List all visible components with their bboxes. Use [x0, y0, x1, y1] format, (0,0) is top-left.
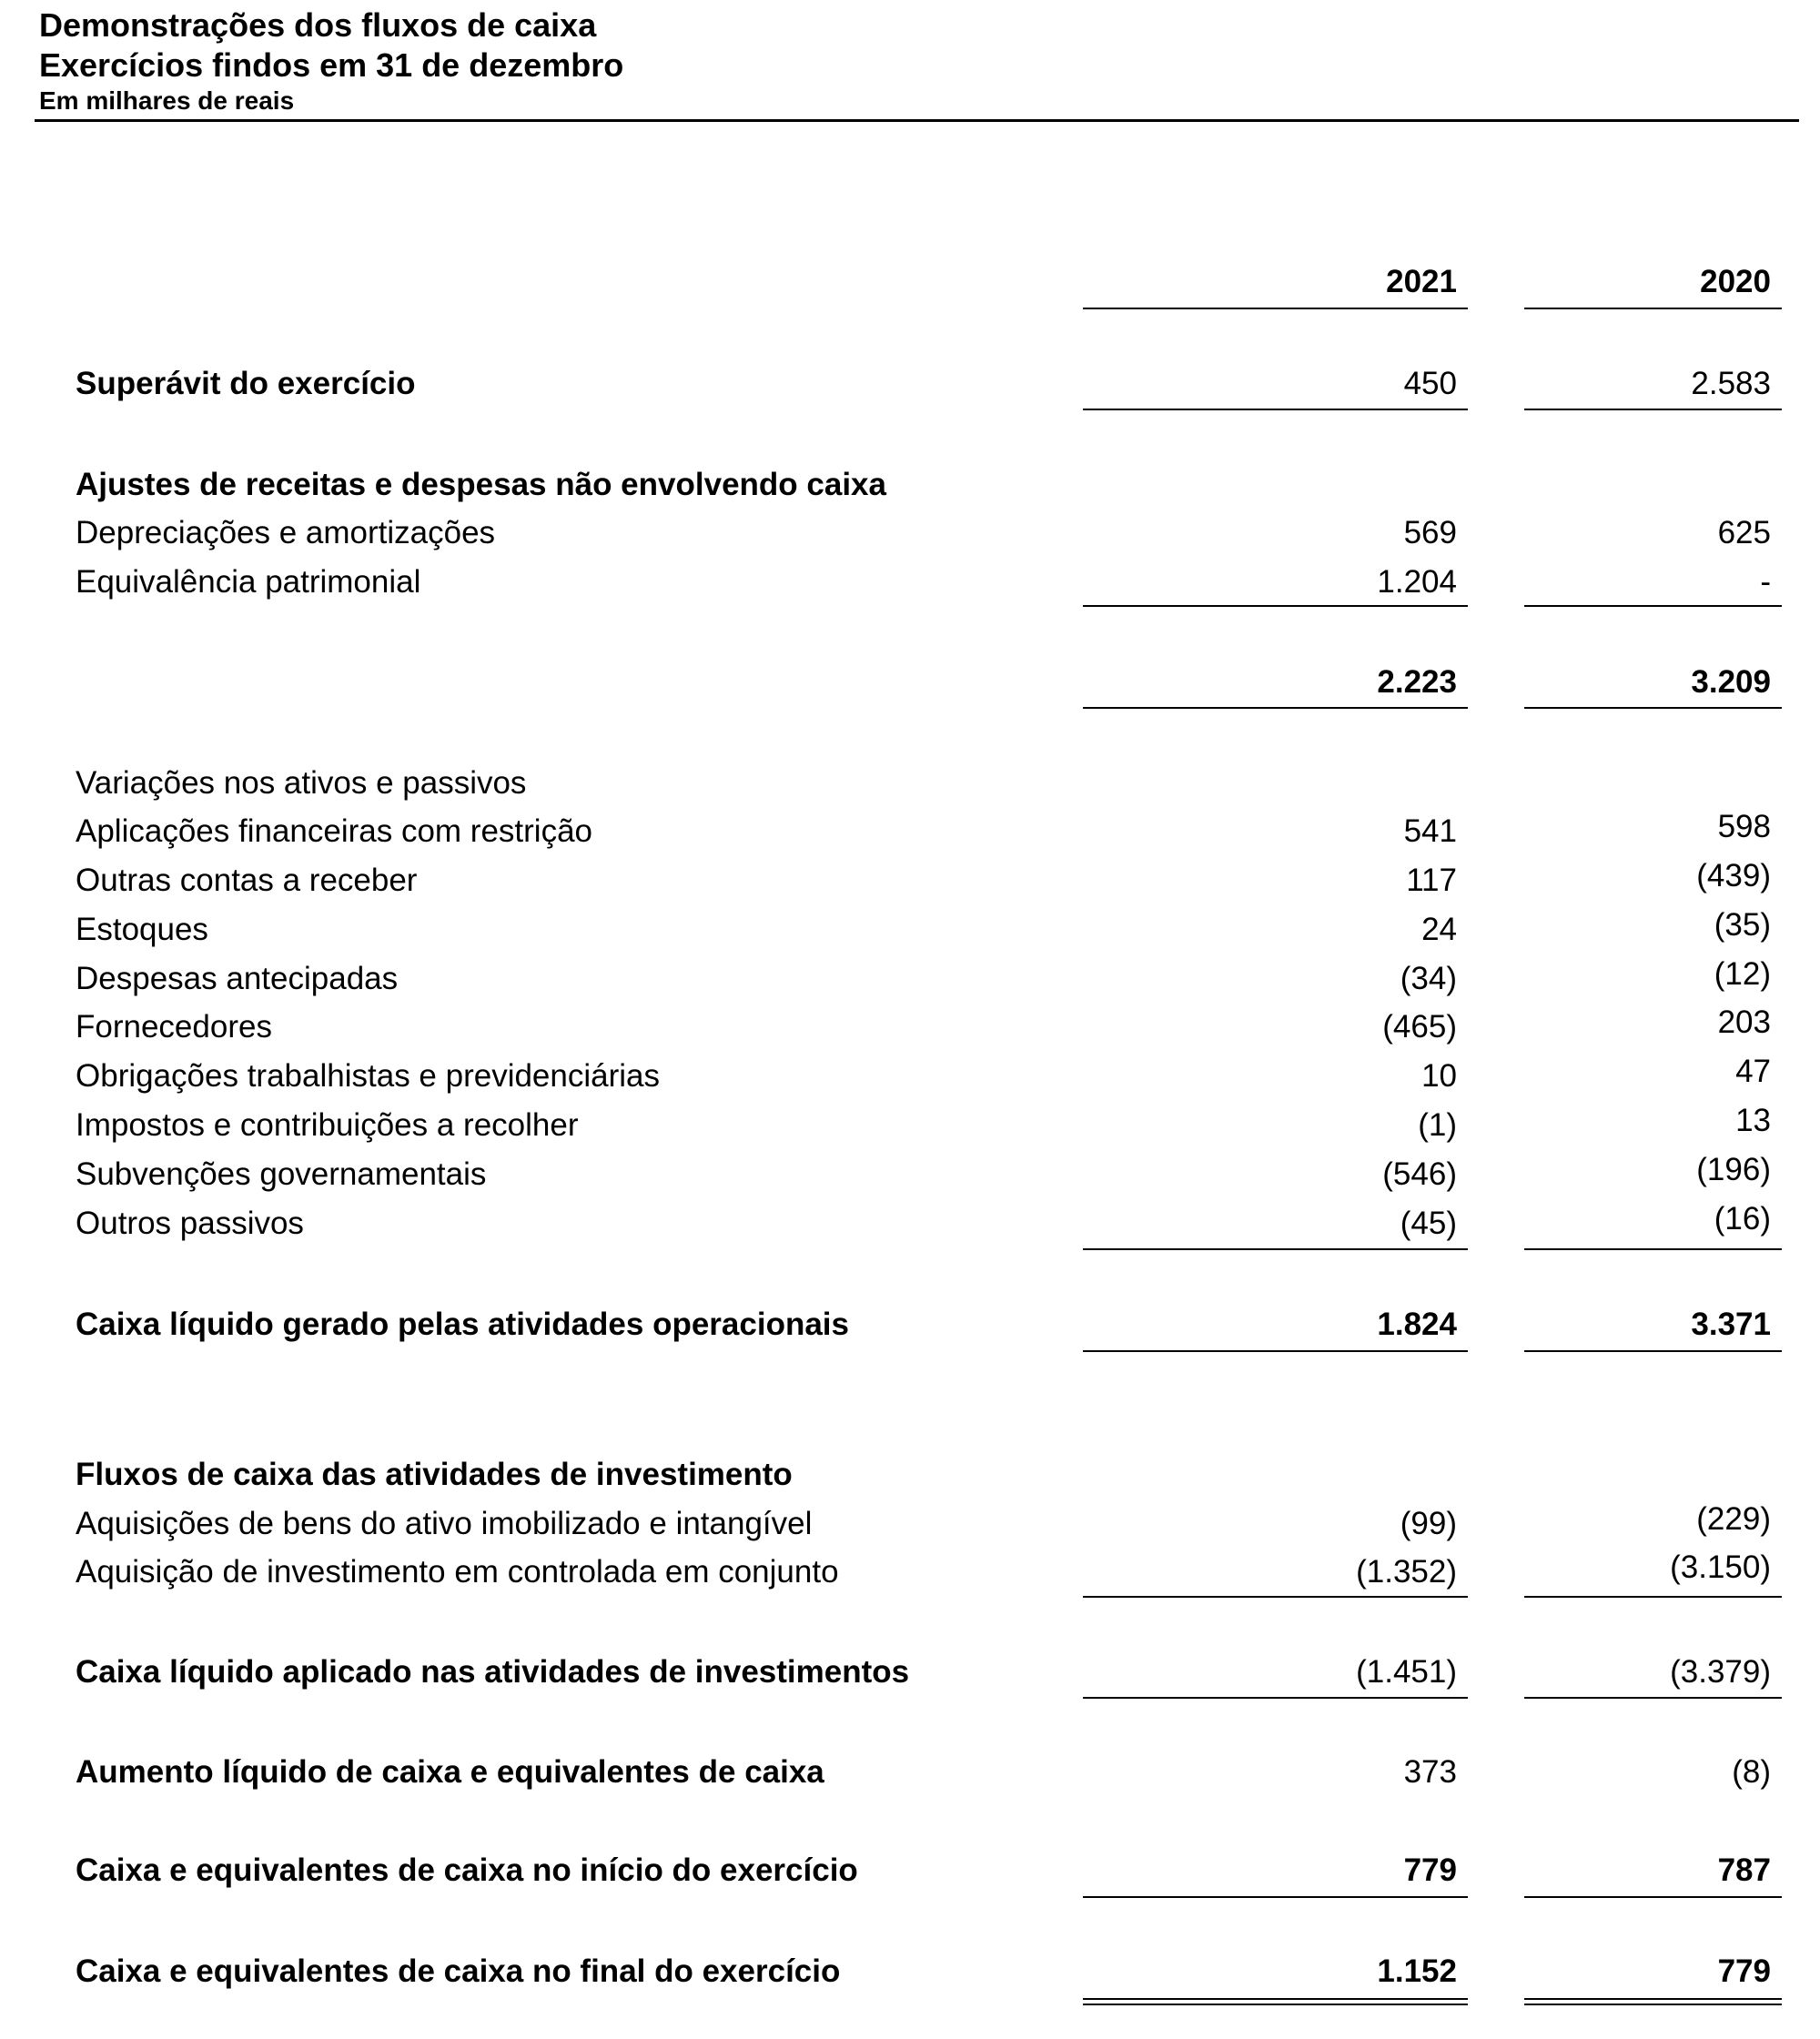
value-aquisicao-investimento-2021: (1.352): [1356, 1554, 1457, 1590]
value-inicio-2020: 787: [1717, 1852, 1771, 1888]
subtotal-underline: [1524, 605, 1782, 607]
total-underline: [1524, 707, 1782, 709]
value-inicio-2021: 779: [1403, 1852, 1457, 1888]
value-outras-contas-2020: (439): [1696, 858, 1771, 893]
value-aumento-2021: 373: [1403, 1754, 1457, 1790]
row-label-equivalencia: Equivalência patrimonial: [76, 564, 421, 600]
value-aumento-2020: (8): [1732, 1754, 1771, 1790]
row-label-subvencoes: Subvenções governamentais: [76, 1156, 487, 1192]
total-underline: [1083, 1350, 1468, 1352]
double-underline: [1083, 1998, 1468, 2005]
subtotal-underline: [1083, 605, 1468, 607]
value-equivalencia-2021: 1.204: [1377, 564, 1457, 600]
value-caixa-operacionais-2020: 3.371: [1691, 1307, 1771, 1342]
double-underline: [1524, 1998, 1782, 2005]
value-aquisicao-investimento-2020: (3.150): [1670, 1549, 1771, 1585]
total-underline: [1524, 1697, 1782, 1699]
value-despesas-2020: (12): [1714, 956, 1771, 992]
value-impostos-2021: (1): [1418, 1107, 1457, 1143]
value-aquisicoes-bens-2021: (99): [1400, 1506, 1457, 1541]
statement-title: Demonstrações dos fluxos de caixa: [39, 6, 597, 44]
section-heading-ajustes: Ajustes de receitas e despesas não envolvendo caixa: [76, 467, 886, 502]
row-label-fornecedores: Fornecedores: [76, 1009, 272, 1045]
value-outros-passivos-2021: (45): [1400, 1206, 1457, 1241]
row-label-aquisicao-investimento: Aquisição de investimento em controlada em conjunto: [76, 1554, 839, 1590]
row-label-impostos: Impostos e contribuições a recolher: [76, 1107, 579, 1143]
value-aquisicoes-bens-2020: (229): [1696, 1501, 1771, 1537]
column-underline: [1083, 308, 1468, 309]
value-final-2020: 779: [1717, 1953, 1771, 1989]
value-subvencoes-2021: (546): [1382, 1156, 1457, 1192]
subtotal-underline: [1524, 1248, 1782, 1250]
header-rule: [35, 119, 1799, 122]
section-heading-investimento: Fluxos de caixa das atividades de investimento: [76, 1457, 793, 1492]
row-label-aplicacoes: Aplicações financeiras com restrição: [76, 813, 593, 849]
column-underline: [1524, 308, 1782, 309]
row-label-superavit: Superávit do exercício: [76, 366, 416, 401]
subtotal-underline: [1083, 1596, 1468, 1598]
value-aplicacoes-2021: 541: [1403, 813, 1457, 849]
total-underline: [1524, 1350, 1782, 1352]
statement-subtitle: Exercícios findos em 31 de dezembro: [39, 46, 624, 84]
subtotal-underline: [1524, 1596, 1782, 1598]
value-caixa-investimentos-2021: (1.451): [1356, 1654, 1457, 1690]
column-header-2020: 2020: [1700, 264, 1771, 299]
value-impostos-2020: 13: [1735, 1103, 1771, 1138]
total-underline: [1524, 1896, 1782, 1898]
value-aplicacoes-2020: 598: [1717, 809, 1771, 844]
row-label-estoques: Estoques: [76, 912, 208, 947]
row-label-final: Caixa e equivalentes de caixa no final do exercício: [76, 1953, 841, 1989]
total-underline: [1083, 409, 1468, 410]
value-despesas-2021: (34): [1400, 961, 1457, 996]
subtotal-underline: [1083, 1248, 1468, 1250]
total-underline: [1083, 707, 1468, 709]
value-equivalencia-2020: -: [1760, 564, 1771, 600]
value-outras-contas-2021: 117: [1406, 863, 1457, 898]
row-label-outras-contas: Outras contas a receber: [76, 863, 418, 898]
value-estoques-2021: 24: [1421, 912, 1457, 947]
value-obrigacoes-2021: 10: [1421, 1058, 1457, 1094]
value-depreciacoes-2021: 569: [1403, 515, 1457, 550]
total-underline: [1083, 1896, 1468, 1898]
section-heading-variacoes: Variações nos ativos e passivos: [76, 765, 527, 801]
row-label-aquisicoes-bens: Aquisições de bens do ativo imobilizado e intangível: [76, 1506, 813, 1541]
value-fornecedores-2020: 203: [1717, 1004, 1771, 1040]
value-superavit-2020: 2.583: [1691, 366, 1771, 401]
value-depreciacoes-2020: 625: [1717, 515, 1771, 550]
value-subtotal-2021: 2.223: [1377, 664, 1457, 700]
value-fornecedores-2021: (465): [1382, 1009, 1457, 1045]
value-subtotal-2020: 3.209: [1691, 664, 1771, 700]
row-label-aumento: Aumento líquido de caixa e equivalentes de caixa: [76, 1754, 824, 1790]
total-underline: [1524, 409, 1782, 410]
total-underline: [1083, 1697, 1468, 1699]
statement-units: Em milhares de reais: [39, 86, 295, 115]
value-estoques-2020: (35): [1714, 907, 1771, 943]
value-caixa-operacionais-2021: 1.824: [1377, 1307, 1457, 1342]
row-label-outros-passivos: Outros passivos: [76, 1206, 304, 1241]
value-subvencoes-2020: (196): [1696, 1152, 1771, 1187]
row-label-caixa-investimentos: Caixa líquido aplicado nas atividades de investimentos: [76, 1654, 910, 1690]
value-obrigacoes-2020: 47: [1735, 1054, 1771, 1089]
value-final-2021: 1.152: [1377, 1953, 1457, 1989]
row-label-depreciacoes: Depreciações e amortizações: [76, 515, 496, 550]
row-label-inicio: Caixa e equivalentes de caixa no início do exercício: [76, 1852, 858, 1888]
value-caixa-investimentos-2020: (3.379): [1670, 1654, 1771, 1690]
value-superavit-2021: 450: [1403, 366, 1457, 401]
row-label-caixa-operacionais: Caixa líquido gerado pelas atividades operacionais: [76, 1307, 849, 1342]
row-label-despesas: Despesas antecipadas: [76, 961, 399, 996]
row-label-obrigacoes: Obrigações trabalhistas e previdenciárias: [76, 1058, 660, 1094]
column-header-2021: 2021: [1386, 264, 1457, 299]
value-outros-passivos-2020: (16): [1714, 1201, 1771, 1237]
